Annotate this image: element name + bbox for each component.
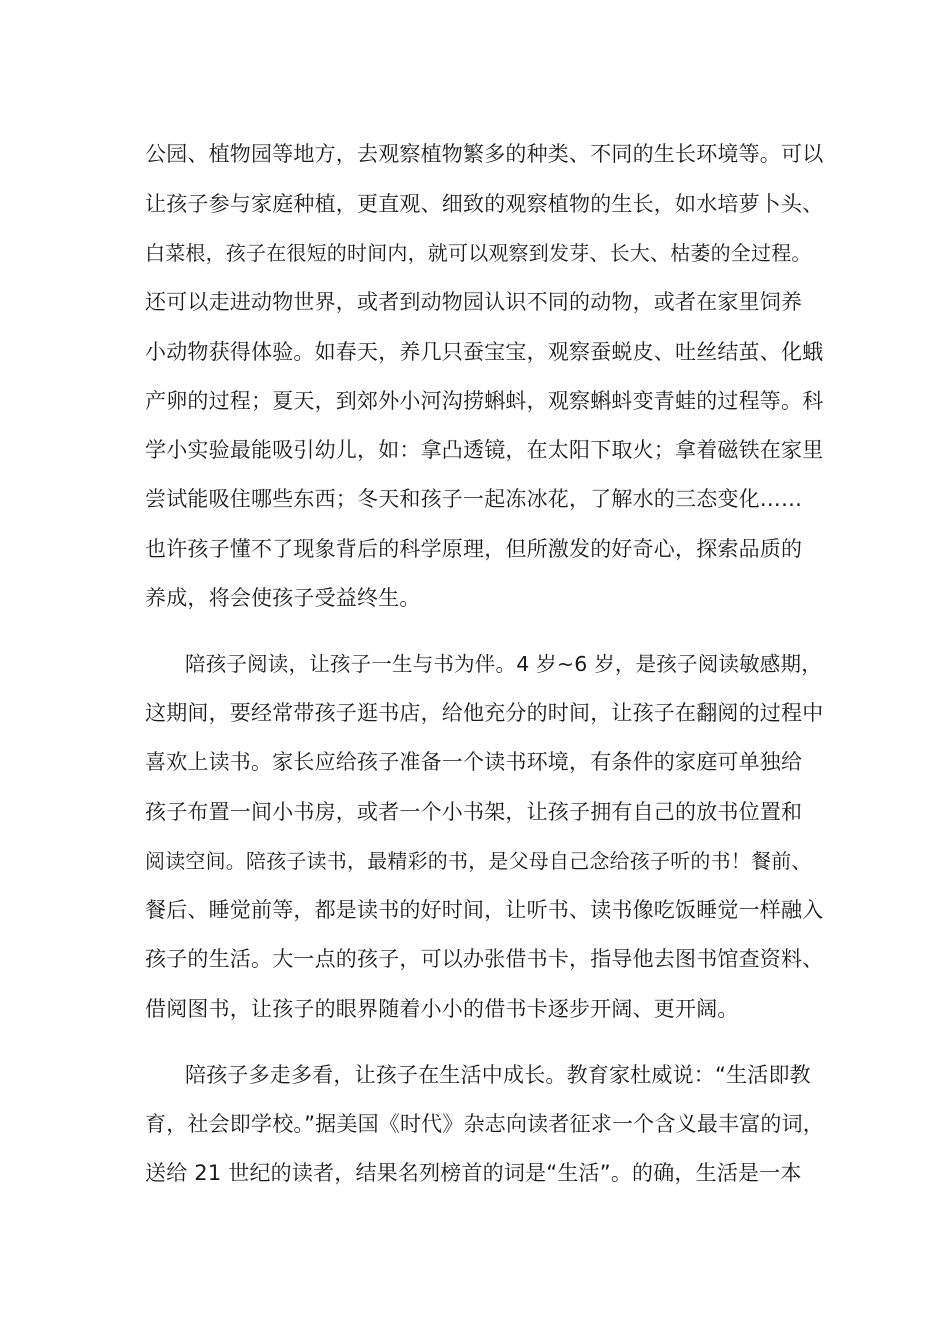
text-line: 陪孩子阅读，让孩子一生与书为伴。4 岁~6 岁，是孩子阅读敏感期， — [185, 652, 822, 676]
text-line: 借阅图书，让孩子的眼界随着小小的借书卡逐步开阔、更开阔。 — [145, 997, 739, 1021]
text-line: 阅读空间。陪孩子读书，最精彩的书，是父母自己念给孩子听的书！餐前、 — [145, 849, 812, 873]
text-line: 喜欢上读书。家长应给孩子准备一个读书环境，有条件的家庭可单独给 — [145, 750, 803, 774]
text-line: 也许孩子懂不了现象背后的科学原理，但所激发的好奇心，探索品质的 — [145, 537, 803, 561]
text-line: 尝试能吸住哪些东西；冬天和孩子一起冻冰花，了解水的三态变化…… — [145, 487, 803, 511]
text-line: 小动物获得体验。如春天，养几只蚕宝宝，观察蚕蜕皮、吐丝结茧、化蛾 — [145, 340, 824, 364]
text-line: 孩子的生活。大一点的孩子，可以办张借书卡，指导他去图书馆查资料、 — [145, 947, 824, 971]
text-line: 产卵的过程；夏天，到郊外小河沟捞蝌蚪，观察蝌蚪变青蛙的过程等。科 — [145, 389, 824, 413]
text-line: 育，社会即学校。”据美国《时代》杂志向读者征求一个含义最丰富的词， — [145, 1112, 824, 1136]
text-line: 让孩子参与家庭种植，更直观、细致的观察植物的生长，如水培萝卜头、 — [145, 192, 824, 216]
text-line: 白菜根，孩子在很短的时间内，就可以观察到发芽、长大、枯萎的全过程。 — [145, 241, 812, 265]
text-line: 陪孩子多走多看，让孩子在生活中成长。教育家杜威说：“生活即教 — [185, 1063, 811, 1087]
text-line: 还可以走进动物世界，或者到动物园认识不同的动物，或者在家里饲养 — [145, 290, 803, 314]
text-line: 送给 21 世纪的读者，结果名列榜首的词是“生活”。的确，生活是一本 — [145, 1161, 802, 1185]
text-line: 这期间，要经常带孩子逛书店，给他充分的时间，让孩子在翻阅的过程中 — [145, 701, 824, 725]
text-line: 学小实验最能吸引幼儿，如：拿凸透镜，在太阳下取火；拿着磁铁在家里 — [145, 438, 824, 462]
text-line: 养成，将会使孩子受益终生。 — [145, 586, 421, 610]
text-line: 孩子布置一间小书房，或者一个小书架，让孩子拥有自己的放书位置和 — [145, 800, 803, 824]
text-line: 餐后、睡觉前等，都是读书的好时间，让听书、读书像吃饭睡觉一样融入 — [145, 898, 824, 922]
text-line: 公园、植物园等地方，去观察植物繁多的种类、不同的生长环境等。可以 — [145, 142, 824, 166]
